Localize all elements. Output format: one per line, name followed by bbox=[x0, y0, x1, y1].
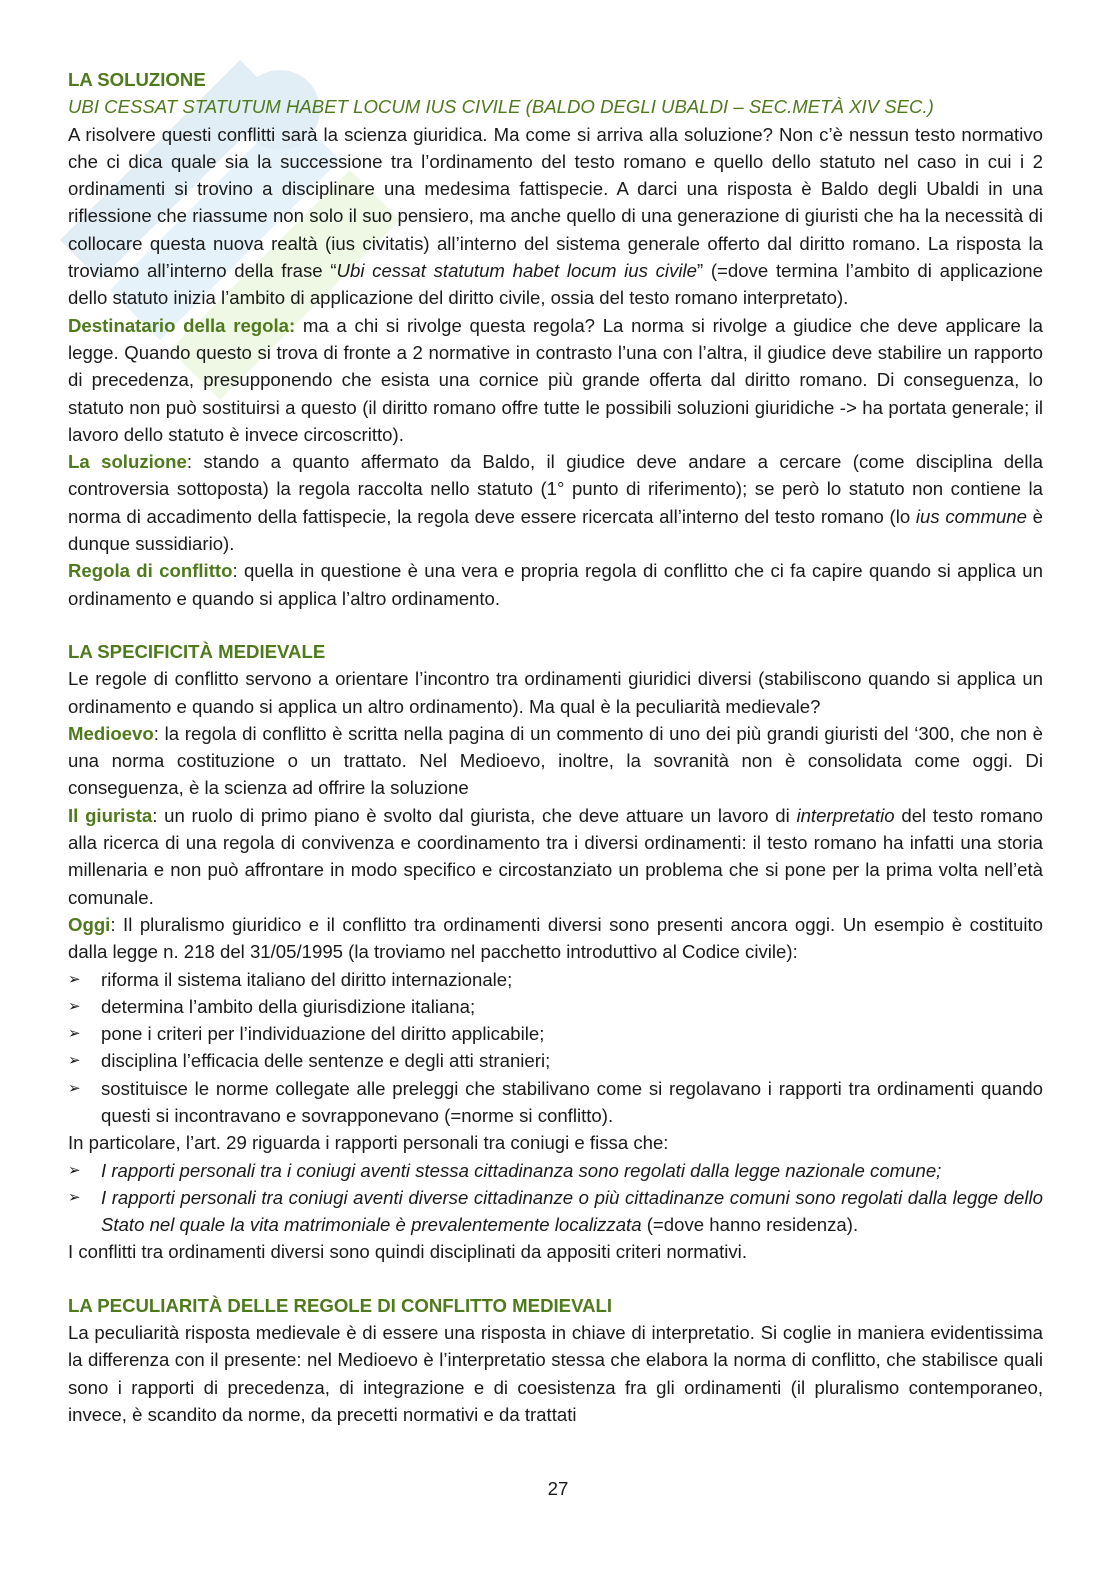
list-item: ➢ sostituisce le norme collegate alle preleggi che stabilivano come si regolavano i rapporti tra ordinamenti quando questi si incontravano e sovrapponevano (=norme si conflitto). bbox=[68, 1075, 1043, 1130]
arrow-bullet-icon: ➢ bbox=[68, 997, 81, 1015]
inline-label: Il giurista bbox=[68, 804, 153, 826]
bullet-list-art-29 bbox=[68, 1157, 1043, 1239]
arrow-bullet-icon: ➢ bbox=[68, 1188, 81, 1206]
paragraph: Regola di conflitto: quella in questione è una vera e propria regola di conflitto che ci fa capire quando si applica un ordinamento e quando si applica l’altro ordinamento. bbox=[68, 560, 1043, 609]
inline-label: Destinatario della regola: bbox=[68, 314, 296, 336]
paragraph: Il giurista: un ruolo di primo piano è svolto dal giurista, che deve attuare un lavoro di interpretatio del testo romano alla ricerca di una regola di convivenza e coordinamento tra i diversi ordinamenti: il testo romano ha infatti una storia millenaria e non può affrontare in modo specifico e circostanziato un problema che si pone per la prima volta nell’età comunale. bbox=[68, 804, 1044, 908]
list-item: ➢ riforma il sistema italiano del diritto internazionale; bbox=[68, 966, 1043, 993]
paragraph: La soluzione: stando a quanto affermato da Baldo, il giudice deve andare a cercare (come disciplina della controversia sottoposta) la regola raccolta nello statuto (1° punto di riferimento); se però lo statuto non contiene la norma di accadimento della fattispecie, la regola deve essere ricercata all’interno del testo romano (lo ius commune è dunque sussidiario). bbox=[68, 451, 1043, 555]
paragraph: Oggi: Il pluralismo giuridico e il conflitto tra ordinamenti diversi sono presenti ancora oggi. Un esempio è costituito dalla legge n. 218 del 31/05/1995 (la troviamo nel pacchetto introduttivo al Codice civile): bbox=[68, 913, 1043, 963]
paragraph: La peculiarità risposta medievale è di essere una risposta in chiave di interpretatio. Si coglie in maniera evidentissima la differenza con il presente: nel Medioevo è l’interpretatio stessa che elabora la norma di conflitto, che stabilisce quali sono i rapporti di precedenza, di integrazione e di coesistenza fra gli ordinamenti (il pluralismo contemporaneo, invece, è scandito da norme, da precetti normativi e da trattati bbox=[68, 1322, 1043, 1425]
inline-label: Medioevo bbox=[68, 722, 154, 744]
section-heading-specificita: LA SPECIFICITÀ MEDIEVALE bbox=[68, 640, 326, 662]
arrow-bullet-icon: ➢ bbox=[68, 970, 81, 988]
inline-label: La soluzione bbox=[68, 451, 187, 473]
page-number: 27 bbox=[547, 1478, 569, 1499]
list-item: ➢ I rapporti personali tra i coniugi aventi stessa cittadinanza sono regolati dalla legge nazionale comune; bbox=[68, 1157, 1043, 1184]
list-item: ➢ pone i criteri per l’individuazione del diritto applicabile; bbox=[68, 1020, 1043, 1047]
list-item: ➢ disciplina l’efficacia delle sentenze e degli atti stranieri; bbox=[68, 1047, 1043, 1074]
paragraph: I conflitti tra ordinamenti diversi sono quindi disciplinati da appositi criteri normativi. bbox=[68, 1241, 747, 1263]
inline-label: Oggi bbox=[68, 913, 111, 935]
paragraph: In particolare, l’art. 29 riguarda i rapporti personali tra coniugi e fissa che: bbox=[68, 1132, 669, 1154]
arrow-bullet-icon: ➢ bbox=[68, 1079, 81, 1097]
paragraph: A risolvere questi conflitti sarà la scienza giuridica. Ma come si arriva alla soluzione? Non c’è nessun testo normativo che ci dica quale sia la successione tra l’ordinamento del testo romano e quello dello statuto nel caso in cui i 2 ordinamenti si trovino a disciplinare una medesima fattispecie. A darci una risposta è Baldo degli Ubaldi in una riflessione che riassume non solo il suo pensiero, ma anche quello di una generazione di giuristi che ha la necessità di collocare questa nuova realtà (ius civitatis) all’interno del sistema generale offerto dal diritto romano. La risposta la troviamo all’interno della frase “Ubi cessat statutum habet locum ius civile” (=dove termina l’ambito di applicazione dello statuto inizia l’ambito di applicazione del diritto civile, ossia del testo romano interpretato). bbox=[68, 123, 1043, 309]
bullet-list-legge-218 bbox=[68, 966, 1043, 1130]
section-heading-peculiarita: LA PECULIARITÀ DELLE REGOLE DI CONFLITTO MEDIEVALI bbox=[68, 1294, 613, 1316]
arrow-bullet-icon: ➢ bbox=[68, 1161, 81, 1179]
list-item: ➢ I rapporti personali tra coniugi aventi diverse cittadinanze o più cittadinanze comuni sono regolati dalla legge dello Stato nel quale la vita matrimoniale è prevalentemente localizzata (=dove hanno residenza). bbox=[68, 1184, 1043, 1239]
section-subtitle-maxim: UBI CESSAT STATUTUM HABET LOCUM IUS CIVILE (BALDO DEGLI UBALDI – SEC.METÀ XIV SEC.) bbox=[68, 96, 934, 118]
section-heading-soluzione: LA SOLUZIONE bbox=[68, 69, 206, 90]
arrow-bullet-icon: ➢ bbox=[68, 1052, 81, 1070]
document-page bbox=[68, 66, 1043, 1428]
paragraph: Medioevo: la regola di conflitto è scritta nella pagina di un commento di uno dei più grandi giuristi del ‘300, che non è una norma costituzione o un trattato. Nel Medioevo, inoltre, la sovranità non è consolidata come oggi. Di conseguenza, è la scienza ad offrire la soluzione bbox=[68, 722, 1043, 799]
paragraph: Le regole di conflitto servono a orientare l’incontro tra ordinamenti giuridici diversi (stabiliscono quando si applica un ordinamento e quando si applica un altro ordinamento). Ma qual è la peculiarità medievale? bbox=[68, 668, 1043, 717]
paragraph: Destinatario della regola: ma a chi si rivolge questa regola? La norma si rivolge a giudice che deve applicare la legge. Quando questo si trova di fronte a 2 normative in contrasto l’una con l’altra, il giudice deve stabilire un rapporto di precedenza, presupponendo che esista una cornice più grande offerta dal diritto romano. Di conseguenza, lo statuto non può sostituirsi a questo (il diritto romano offre tutte le possibili soluzioni giuridiche -> ha portata generale; il lavoro dello statuto è invece circoscritto). bbox=[68, 314, 1043, 445]
list-item: ➢ determina l’ambito della giurisdizione italiana; bbox=[68, 993, 1043, 1020]
inline-label: Regola di conflitto bbox=[68, 560, 233, 582]
arrow-bullet-icon: ➢ bbox=[68, 1025, 81, 1043]
